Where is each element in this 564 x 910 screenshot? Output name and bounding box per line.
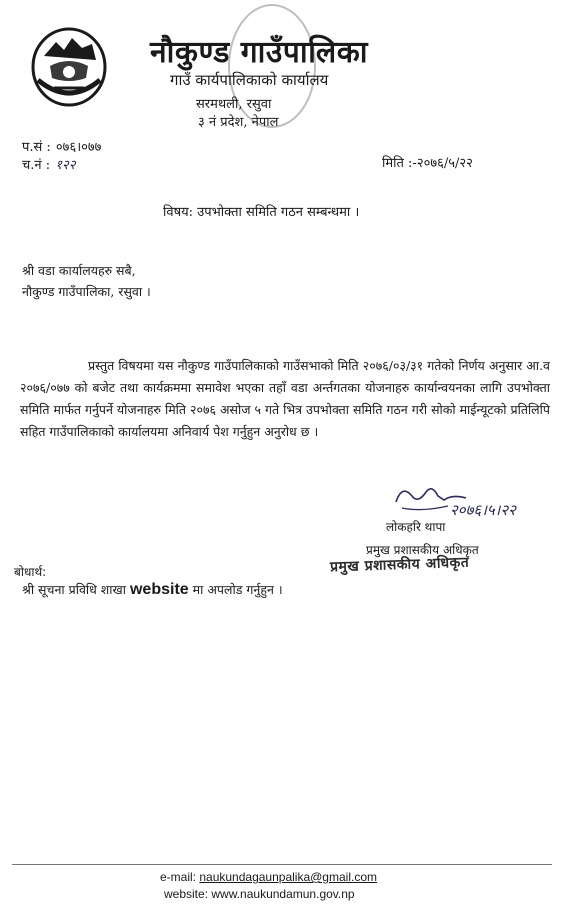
signature-date: २०७६।५।२२ <box>450 501 516 519</box>
addressee-line-1: श्री वडा कार्यालयहरु सबै, <box>22 263 136 278</box>
cn-value: १२२ <box>55 158 76 173</box>
cc-suffix: मा अपलोड गर्नुहुन । <box>192 582 283 597</box>
signatory-name: लोकहरि थापा <box>386 520 446 534</box>
ps-value: ०७६।०७७ <box>55 140 102 155</box>
letterhead-office: गाउँ कार्यपालिकाको कार्यालय <box>170 71 329 89</box>
cc-label: बोधार्थ: <box>14 565 47 579</box>
designation-stamp: प्रमुख प्रशासकीय अधिकृत <box>329 554 470 576</box>
cc-prefix: श्री सूचना प्रविधि शाखा <box>22 582 126 597</box>
signatory-title: प्रमुख प्रशासकीय अधिकृत <box>366 543 479 557</box>
body-paragraph: प्रस्तुत विषयमा यस नौकुण्ड गाउँपालिकाको गाउँसभाको मिति २०७६/०३/३१ गतेको निर्णय अनुसार आ.व २०७६/०७७ को बजेट तथा कार्यक्रममा समावेश भएका तहाँ वडा अर्न्तगतका योजनाहरु कार्यान्वयनका लागि उपभोक्ता समिति मार्फत गर्नुपर्ने योजनाहरु मिति २०७६ असोज ५ गते भित्र उपभोक्ता समिति गठन गरी सोको माईन्यूटको प्रतिलिपि सहित गाउँपालिकाको कार्यालयमा अनिवार्य पेश गर्नुहुन अनुरोध छ । <box>20 358 550 439</box>
cc-line <box>22 581 283 599</box>
website-link[interactable]: www.naukundamun.gov.np <box>211 887 355 901</box>
website-label: website: <box>164 887 209 901</box>
email-link[interactable]: naukundagaunpalika@gmail.com <box>199 870 377 884</box>
letterhead-address: सरमथली, रसुवा <box>196 97 272 112</box>
addressee-line-2: नौकुण्ड गाउँपालिका, रसुवा । <box>22 284 151 299</box>
letterhead-title: नौकुण्ड गाउँपालिका <box>150 35 369 70</box>
letterhead-province: ३ नं प्रदेश, नेपाल <box>198 115 279 130</box>
ps-row <box>22 136 101 155</box>
footer-divider <box>12 864 552 865</box>
letter-date: मिति :-२०७६/५/२२ <box>382 156 473 171</box>
footer-email-line <box>160 870 377 884</box>
subject-line: विषय: उपभोक्ता समिति गठन सम्बन्धमा । <box>163 205 360 220</box>
ps-label: प.सं : <box>22 140 51 155</box>
cc-web-word: website <box>129 581 189 598</box>
email-label: e-mail: <box>160 870 197 884</box>
cn-label: च.नं : <box>22 158 51 173</box>
footer-website-line <box>164 887 355 901</box>
cn-row <box>22 154 76 173</box>
nepal-emblem-logo <box>30 26 108 108</box>
